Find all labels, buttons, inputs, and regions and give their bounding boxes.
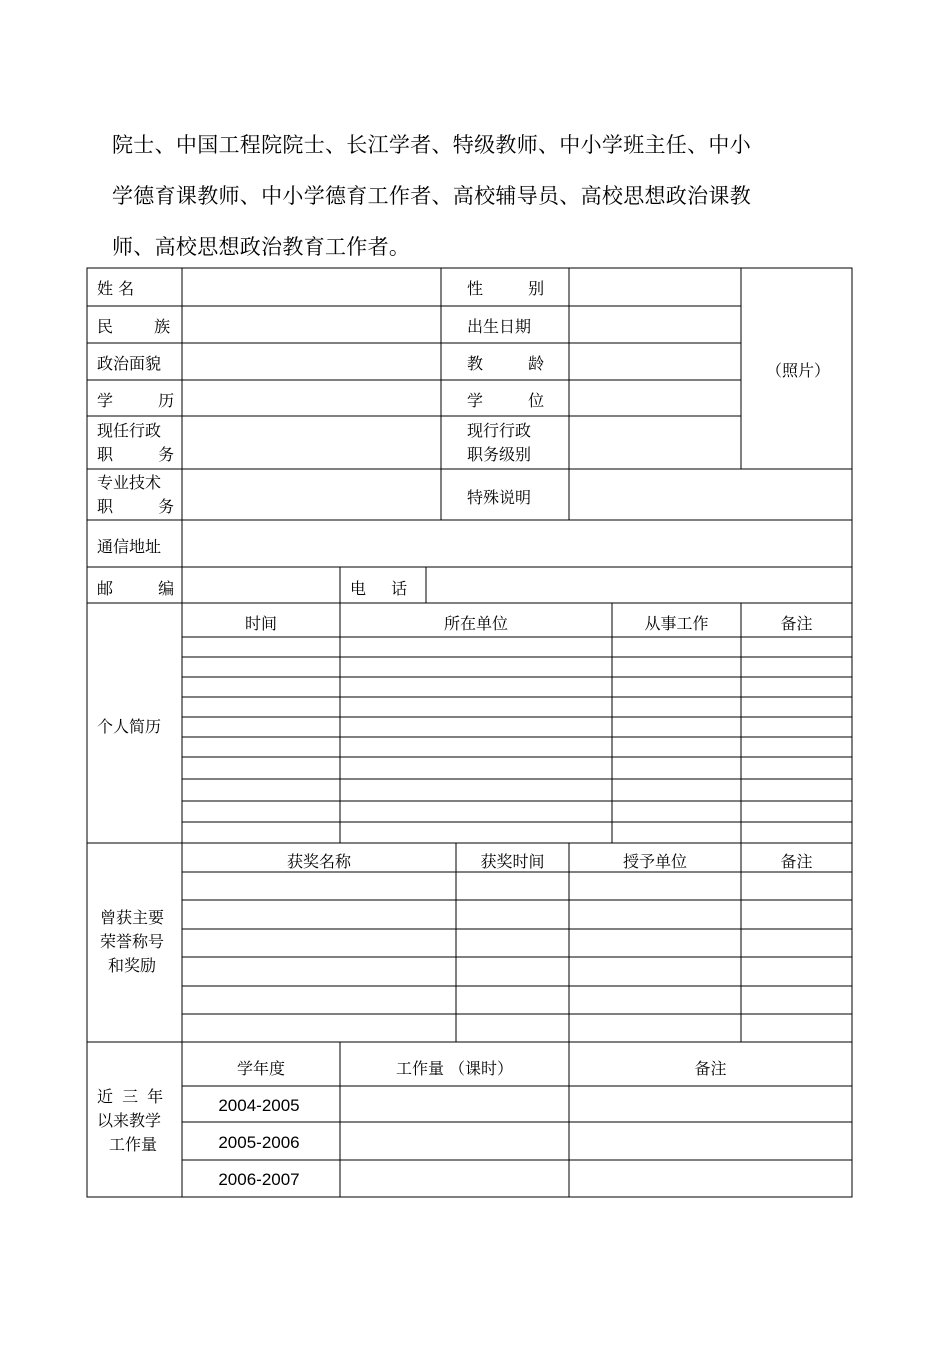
label-postcode-text: 邮 编: [97, 579, 175, 598]
resume-section-label: 个人简历: [97, 717, 162, 736]
awards-header-grantor: 授予单位: [622, 852, 687, 871]
resume-header-time: 时间: [244, 614, 277, 633]
label-phone: [350, 576, 407, 599]
awards-header-time: 获奖时间: [480, 852, 545, 871]
awards-table-body[interactable]: [183, 873, 851, 1041]
label-ethnicity: [97, 314, 170, 337]
label-gender-text: 性 别: [467, 279, 545, 298]
awards-header-remark: 备注: [780, 852, 813, 871]
workload-table-body[interactable]: [341, 1087, 851, 1196]
workload-year: 2006-2007: [218, 1170, 300, 1189]
label-special-note: 特殊说明: [467, 488, 532, 507]
ethnicity-field[interactable]: [183, 307, 440, 342]
intro-line: 院士、中国工程院院士、长江学者、特级教师、中小学班主任、中小: [112, 133, 751, 157]
workload-header-remark: 备注: [694, 1059, 727, 1078]
teaching-years-field[interactable]: [570, 344, 740, 379]
resume-header-remark: 备注: [780, 614, 813, 633]
intro-line: 学德育课教师、中小学德育工作者、高校辅导员、高校思想政治课教: [112, 184, 751, 208]
label-admin-level-line2: 职务级别: [467, 445, 532, 464]
label-name: [97, 276, 167, 299]
label-admin-post-line2: 职 务: [97, 445, 175, 464]
label-degree-text: 学 位: [467, 391, 545, 410]
name-field[interactable]: [183, 269, 440, 305]
label-tech-post-line1: 专业技术: [97, 473, 162, 492]
label-postcode: [97, 576, 174, 599]
workload-section-label: [97, 1085, 173, 1157]
workload-year: 2005-2006: [218, 1133, 300, 1152]
degree-field[interactable]: [570, 381, 740, 415]
political-field[interactable]: [183, 344, 440, 379]
admin-level-field[interactable]: [570, 417, 740, 468]
gender-field[interactable]: [570, 269, 740, 305]
photo-box[interactable]: [742, 269, 851, 468]
label-education: [97, 388, 174, 411]
label-political: 政治面貌: [97, 354, 162, 373]
label-education-text: 学 历: [97, 391, 175, 410]
label-teaching-years-text: 教 龄: [467, 354, 545, 373]
photo-placeholder: （照片）: [766, 361, 831, 380]
workload-section-line: 以来教学: [97, 1111, 162, 1130]
label-address: 通信地址: [97, 537, 162, 556]
awards-section-line: 荣誉称号: [99, 932, 164, 951]
workload-header-year: 学年度: [236, 1059, 285, 1078]
label-ethnicity-text: 民 族: [97, 317, 171, 336]
label-admin-post: [97, 419, 174, 467]
label-admin-level-line1: 现行行政: [467, 421, 532, 440]
label-tech-post-line2: 职 务: [97, 497, 175, 516]
label-birthdate: 出生日期: [467, 317, 532, 336]
awards-header-name: 获奖名称: [286, 852, 351, 871]
label-tech-post: [97, 471, 174, 519]
label-name-text: 姓 名: [97, 279, 135, 298]
admin-post-field[interactable]: [183, 417, 440, 468]
workload-section-line: 工作量: [108, 1135, 157, 1154]
awards-section-label: [92, 906, 172, 978]
birthdate-field[interactable]: [570, 307, 740, 342]
special-note-field[interactable]: [570, 470, 851, 519]
phone-field[interactable]: [427, 568, 851, 602]
label-admin-post-line1: 现任行政: [97, 421, 162, 440]
workload-year: 2004-2005: [218, 1096, 300, 1115]
label-teaching-years: [467, 351, 544, 374]
education-field[interactable]: [183, 381, 440, 415]
label-admin-level: [467, 419, 531, 467]
resume-table-body[interactable]: [183, 638, 851, 842]
postcode-field[interactable]: [183, 568, 339, 602]
resume-header-work: 从事工作: [644, 614, 709, 633]
address-field[interactable]: [183, 521, 851, 566]
workload-header-hours: 工作量 （课时）: [395, 1059, 514, 1078]
intro-line: 师、高校思想政治教育工作者。: [112, 235, 411, 259]
awards-section-line: 和奖励: [107, 956, 156, 975]
tech-post-field[interactable]: [183, 470, 440, 519]
resume-header-unit: 所在单位: [443, 614, 508, 633]
label-gender: [467, 276, 545, 299]
awards-section-line: 曾获主要: [99, 908, 164, 927]
label-phone-text: 电 话: [350, 579, 408, 598]
label-degree: [467, 388, 544, 411]
workload-section-line: 近 三 年: [97, 1087, 164, 1106]
